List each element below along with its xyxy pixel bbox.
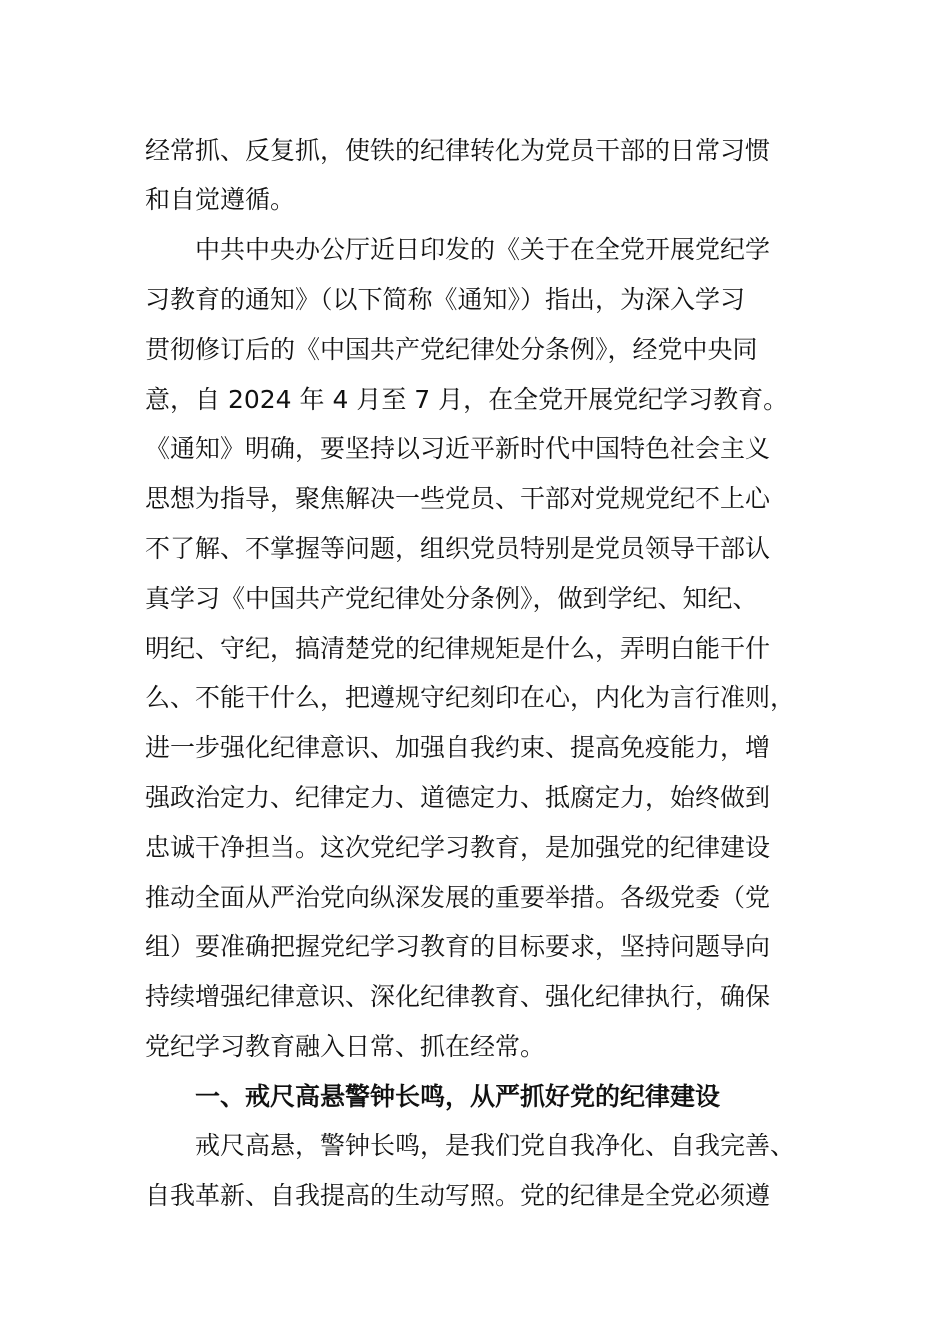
paragraph-start-line: 中共中央办公厅近日印发的《关于在全党开展党纪学 [195,235,771,264]
text-line: 和自觉遵循。 [145,185,296,214]
text-line: 推动全面从严治党向纵深发展的重要举措。各级党委（党 [145,883,771,912]
section-heading: 一、戒尺高悬警钟长鸣，从严抓好党的纪律建设 [195,1082,721,1111]
text-line: 忠诚干净担当。这次党纪学习教育，是加强党的纪律建设 [145,833,771,862]
text-line: 党纪学习教育融入日常、抓在经常。 [145,1032,546,1061]
text-line: 强政治定力、纪律定力、道德定力、抵腐定力，始终做到 [145,783,771,812]
text-line: 贯彻修订后的《中国共产党纪律处分条例》，经党中央同 [145,335,758,364]
text-line: 持续增强纪律意识、深化纪律教育、强化纪律执行，确保 [145,982,771,1011]
text-line: 不了解、不掌握等问题，组织党员特别是党员领导干部认 [145,534,771,563]
text-line: 自我革新、自我提高的生动写照。党的纪律是全党必须遵 [145,1181,771,1210]
text-line: 《通知》明确，要坚持以习近平新时代中国特色社会主义 [145,434,771,463]
text-line: 明纪、守纪，搞清楚党的纪律规矩是什么，弄明白能干什 [145,634,771,663]
text-line: 组）要准确把握党纪学习教育的目标要求，坚持问题导向 [145,932,771,961]
text-line: 么、不能干什么，把遵规守纪刻印在心，内化为言行准则， [145,683,796,712]
text-line: 习教育的通知》（以下简称《通知》）指出，为深入学习 [145,285,746,314]
paragraph-start-line: 戒尺高悬，警钟长鸣，是我们党自我净化、自我完善、 [195,1131,796,1160]
text-line: 进一步强化纪律意识、加强自我约束、提高免疫能力，增 [145,733,771,762]
text-line: 真学习《中国共产党纪律处分条例》，做到学纪、知纪、 [145,584,758,613]
text-line: 意，自 2024 年 4 月至 7 月，在全党开展党纪学习教育。 [145,385,789,414]
text-line: 经常抓、反复抓，使铁的纪律转化为党员干部的日常习惯 [145,136,771,165]
text-line: 思想为指导，聚焦解决一些党员、干部对党规党纪不上心 [145,484,771,513]
